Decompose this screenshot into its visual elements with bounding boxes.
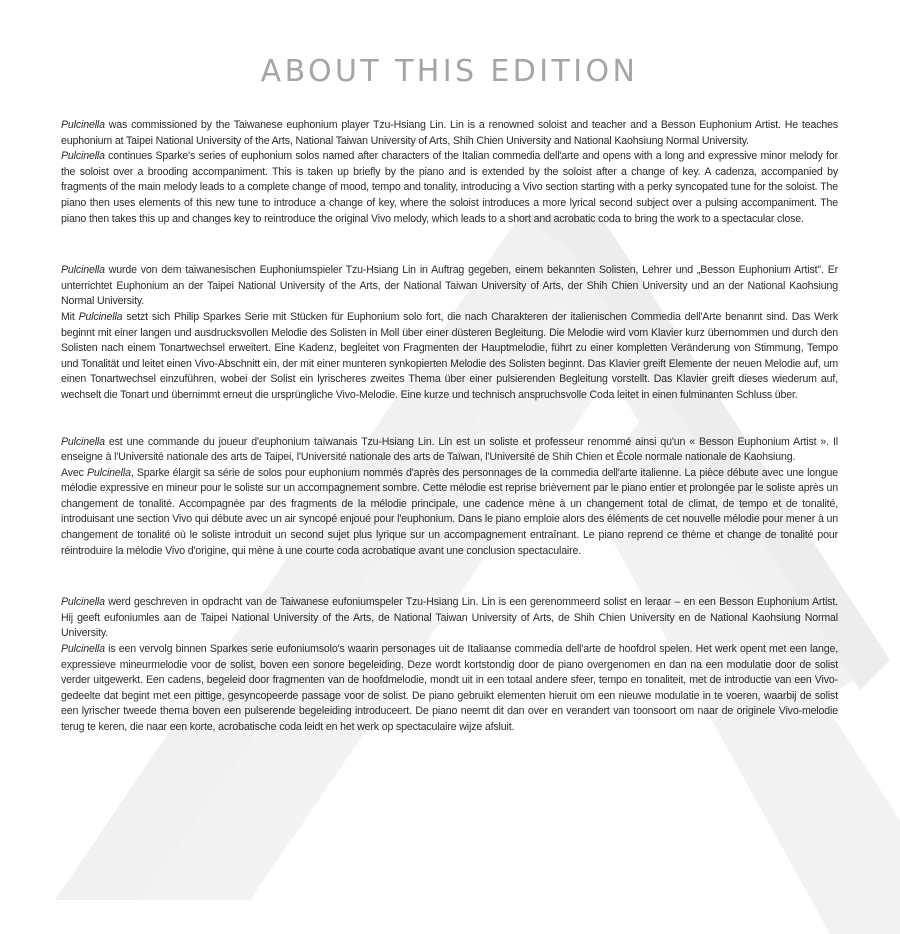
paragraph-text: wurde von dem taiwanesischen Euphoniumspieler Tzu-Hsiang Lin in Auftrag gegeben, einem bekannten Solisten, Lehrer und „Besson Euphonium Artist". Er unterrichtet Euphonium an der Taipei National University of the Arts, der National Taiwan University of Arts, der Shih Chien University und an der National Kaohsiung Normal University. xyxy=(61,264,838,308)
page-title: ABOUT THIS EDITION xyxy=(260,54,639,89)
paragraph-text: continues Sparke's series of euphonium solos named after characters of the Italian commedia dell'arte and opens with a long and expressive minor melody for the soloist over a brooding accompaniment. This is taken up briefly by the piano and is extended by the soloist after a change of key. A cadenza, accompanied by fragments of the main melody leads to a complete change of mood, tempo and tonality, introducing a Vivo section starting with a perky syncopated tune for the soloist. The piano then uses elements of this new tune to introduce a change of key, where the soloist introduces a more lyrical second subject over a pulsing accompaniment. The piano then takes this up and changes key to reintroduce the original Vivo melody, which leads to a short and acrobatic coda to bring the work to a spectacular close. xyxy=(61,150,838,225)
paragraph-prefix: Mit xyxy=(61,310,79,323)
paragraph-text: werd geschreven in opdracht van de Taiwanese eufoniumspeler Tzu-Hsiang Lin. Lin is een gerenommeerd solist en leraar – en een Besson Euphonium Artist. Hij geeft eufoniumles aan de Taipei National University of the Arts, de National Taiwan University of Arts, de Shih Chien University en de National Kaohsiung Normal University. xyxy=(61,596,838,640)
work-title: Pulcinella xyxy=(86,466,131,479)
paragraph-prefix: Avec xyxy=(61,466,87,479)
work-title: Pulcinella xyxy=(61,119,105,131)
work-title: Pulcinella xyxy=(78,310,123,323)
section-german xyxy=(61,263,838,403)
section-dutch xyxy=(61,595,838,735)
paragraph-text: , Sparke élargit sa série de solos pour euphonium nommés d'après des personnages de la commedia dell'arte italienne. La pièce débute avec une longue mélodie expressive en mineur pour le soliste sur un accompagnement sombre. Cette mélodie est reprise brièvement par le piano entier et prolongée par le soliste après un changement de tonalité. Accompagnée par des fragments de la mélodie principale, une cadence mène à un changement total de climat, de tempo et de tonalité, introduisant une section Vivo qui débute avec un air syncopé enjoué pour l'euphonium. Dans le piano emploie alors des éléments de cet nouvelle mélodie pour mener à un changement de tonalité où le soliste introduit un second sujet plus lyrique sur un accompagnement entraînant. Le piano reprend ce thème et change de tonalité pour réintroduire la mélodie Vivo d'origine, qui mène à une courte coda acrobatique avant une conclusion spectaculaire. xyxy=(61,466,839,557)
section-french xyxy=(61,435,838,560)
paragraph xyxy=(61,310,838,404)
paragraph xyxy=(61,466,838,560)
paragraph xyxy=(61,595,838,642)
paragraph-text: est une commande du joueur d'euphonium taïwanais Tzu-Hsiang Lin. Lin est un soliste et professeur renommé ainsi qu'un « Besson Euphonium Artist ». Il enseigne à l'Université nationale des arts de Taipei, l'Université nationale des arts de Taïwan, l'Université de Shih Chien et École normale nationale de Kaohsiung. xyxy=(61,435,838,464)
work-title: Pulcinella xyxy=(61,264,105,277)
section-english xyxy=(61,118,838,227)
paragraph xyxy=(61,435,838,466)
paragraph xyxy=(61,149,838,227)
work-title: Pulcinella xyxy=(61,435,105,448)
paragraph xyxy=(61,642,838,736)
paragraph-text: is een vervolg binnen Sparkes serie eufoniumsolo's waarin personages uit de Italiaanse commedia dell'arte de hoofdrol spelen. Het werk opent met een lange, expressieve mineurmelodie voor de solist, boven een sonore begeleiding. Deze wordt kortstondig door de piano overgenomen en dan na een modulatie door de solist verder uitgewerkt. Een cadens, begeleid door fragmenten van de hoofdmelodie, mondt uit in een totaal andere sfeer, tempo en tonaliteit, met de introductie van een Vivo-gedeelte dat begint met een pittige, gesyncopeerde passage voor de solist. De piano gebruikt elementen hieruit om een nieuwe modulatie in te voeren, waarbij de solist een lyrischer tweede thema boven een pulserende begeleiding introduceert. De piano neemt dit dan over en verandert van toonsoort om naar de originele Vivo-melodie terug te keren, die naar een korte, acrobatische coda leidt en het werk op spectaculaire wijze afsluit. xyxy=(61,643,838,733)
paragraph xyxy=(61,118,838,149)
work-title: Pulcinella xyxy=(61,150,105,163)
paragraph-text: was commissioned by the Taiwanese euphonium player Tzu-Hsiang Lin. Lin is a renowned soloist and teacher and a Besson Euphonium Artist. He teaches euphonium at Taipei National University of the Arts, National Taiwan University of Arts, Shih Chien University and National Kaohsiung Normal University. xyxy=(61,119,838,147)
paragraph xyxy=(61,263,838,310)
paragraph-text: setzt sich Philip Sparkes Serie mit Stücken für Euphonium solo fort, die nach Charakteren der italienischen Commedia dell'Arte benannt sind. Das Werk beginnt mit einer langen und ausdrucksvollen Melodie des Solisten in Moll über einer düsteren Begleitung. Die Melodie wird vom Klavier kurz übernommen und durch den Solisten nach einem Tonartwechsel erweitert. Eine Kadenz, begleitet von Fragmenten der Hauptmelodie, führt zu einer kompletten Veränderung von Stimmung, Tempo und Tonalität und leitet einen Vivo-Abschnitt ein, der mit einer munteren synkopierten Melodie des Solisten beginnt. Das Klavier greift Elemente der neuen Melodie auf, um einen Tonartwechsel einzuführen, wobei der Solist ein lyrischeres zweites Thema über einer pulsierenden Begleitung vorstellt. Das Klavier greift dieses wiederum auf, wechselt die Tonart und übernimmt erneut die ursprüngliche Vivo-Melodie. Eine kurze und technisch anspruchsvolle Coda leitet in einen fulminanten Schluss über. xyxy=(61,310,838,401)
work-title: Pulcinella xyxy=(61,596,105,609)
work-title: Pulcinella xyxy=(61,643,105,656)
